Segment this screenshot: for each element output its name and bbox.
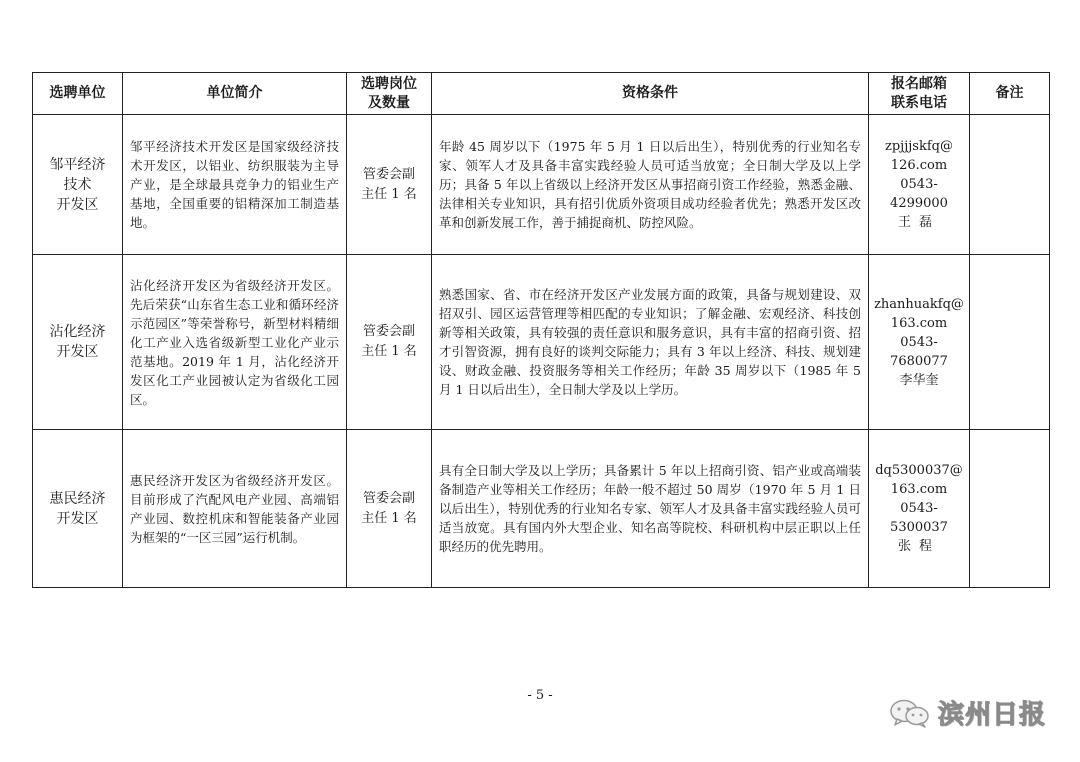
- wechat-icon: [888, 698, 932, 728]
- header-contact-line1: 报名邮箱: [891, 75, 947, 92]
- phone-line: 7680077: [890, 353, 948, 369]
- table-row: [33, 115, 1050, 255]
- post-line: 主任 1 名: [361, 344, 417, 359]
- unit-name-line: 沾化经济: [49, 324, 106, 340]
- unit-intro-cell: 沾化经济开发区为省级经济开发区。先后荣获“山东省生态工业和循环经济示范园区”等荣誉称号，新型材料精细化工产业入选省级新型工业化产业示范基地。2019 年 1 月，沾化经济开发区化工产业园被认定为省级化工园区。: [123, 255, 347, 430]
- unit-name-line: 技术: [63, 176, 92, 193]
- phone-line: 0543-: [900, 177, 938, 192]
- phone-line: 5300037: [890, 520, 948, 535]
- email-line: zpjjjskfq@: [885, 139, 953, 154]
- header-contact-line2: 联系电话: [891, 94, 947, 111]
- unit-name-line: 惠民经济: [49, 490, 106, 507]
- post-quantity-cell: [347, 115, 432, 255]
- email-line: dq5300037@: [875, 463, 963, 478]
- unit-name-line: 邹平经济: [49, 156, 106, 173]
- qualifications-cell: 年龄 45 周岁以下（1975 年 5 月 1 日以后出生），特别优秀的行业知名专家、领军人才及具备丰富实践经验人员可适当放宽；全日制大学及以上学历；具备 5 年以上省级以上经济开发区从事招商引资工作经验，熟悉金融、法律相关专业知识，具有招引优质外资项目成功经验者优先；熟悉开发区改革和创新发展工作，善于捕捉商机、防控风险。: [432, 115, 869, 255]
- header-note: 备注: [970, 73, 1050, 115]
- header-contact: [869, 73, 970, 115]
- email-line: 163.com: [890, 482, 948, 497]
- email-line: 163.com: [890, 315, 948, 331]
- qualifications-cell: 具有全日制大学及以上学历；具备累计 5 年以上招商引资、铝产业或高端装备制造产业等相关工作经历；年龄一般不超过 50 周岁（1970 年 5 月 1 日以后出生），特别优秀的行业知名专家、领军人才及具备丰富实践经验人员可适当放宽。具有国内外大型企业、知名高等院校、科研机构中层正职以上任职经历的优先聘用。: [432, 430, 869, 588]
- header-post-line2: 及数量: [368, 94, 410, 111]
- header-post-line1: 选聘岗位: [361, 75, 417, 92]
- contact-person: 李华奎: [899, 372, 939, 388]
- contact-cell: [869, 115, 970, 255]
- header-qualifications: 资格条件: [432, 73, 869, 115]
- unit-name-line: 开发区: [56, 344, 99, 360]
- note-cell: [970, 430, 1050, 588]
- header-intro: 单位简介: [123, 73, 347, 115]
- unit-intro-cell: 惠民经济开发区为省级经济开发区。目前形成了汽配风电产业园、高端铝产业园、数控机床和智能装备产业园为框架的“一区三园”运行机制。: [123, 430, 347, 588]
- contact-cell: [869, 430, 970, 588]
- post-line: 主任 1 名: [361, 510, 417, 526]
- page-number: - 5 -: [527, 688, 553, 703]
- note-cell: [970, 115, 1050, 255]
- unit-name-line: 开发区: [56, 196, 99, 213]
- phone-line: 4299000: [890, 196, 948, 211]
- unit-name-line: 开发区: [56, 510, 99, 527]
- contact-person: 王磊: [897, 215, 940, 230]
- table-header-row: [33, 73, 1050, 115]
- phone-line: 0543-: [900, 334, 938, 350]
- recruitment-table: [32, 72, 1050, 588]
- unit-name-cell: [33, 115, 123, 255]
- email-line: 126.com: [890, 158, 948, 173]
- header-post: [347, 73, 432, 115]
- unit-intro-cell: 邹平经济技术开发区是国家级经济技术开发区，以铝业、纺织服装为主导产业，是全球最具竞争力的铝业生产基地，全国重要的铝精深加工制造基地。: [123, 115, 347, 255]
- post-line: 管委会副: [362, 490, 415, 506]
- post-line: 管委会副: [362, 166, 415, 182]
- post-line: 管委会副: [362, 324, 415, 339]
- post-line: 主任 1 名: [361, 186, 417, 202]
- contact-person: 张程: [897, 539, 940, 554]
- qualifications-cell: 熟悉国家、省、市在经济开发区产业发展方面的政策，具备与规划建设、双招双引、园区运营管理等相匹配的专业知识；了解金融、宏观经济、科技创新等相关政策，具有较强的责任意识和服务意识，具有丰富的招商引资、招才引智资源，拥有良好的谈判交际能力；具有 3 年以上经济、科技、规划建设、财政金融、投资服务等相关工作经历；年龄 35 周岁以下（1985 年 5 月 1 日以后出生），全日制大学及以上学历。: [432, 255, 869, 430]
- watermark: [888, 694, 1046, 731]
- unit-name-cell: [33, 430, 123, 588]
- note-cell: [970, 255, 1050, 430]
- post-quantity-cell: [347, 430, 432, 588]
- contact-cell: [869, 255, 970, 430]
- post-quantity-cell: [347, 255, 432, 430]
- unit-name-cell: [33, 255, 123, 430]
- phone-line: 0543-: [900, 501, 938, 516]
- header-unit: 选聘单位: [33, 73, 123, 115]
- table-row: [33, 255, 1050, 430]
- watermark-text: 滨州日报: [937, 700, 1046, 730]
- table-row: [33, 430, 1050, 588]
- email-line: zhanhuakfq@: [874, 296, 964, 312]
